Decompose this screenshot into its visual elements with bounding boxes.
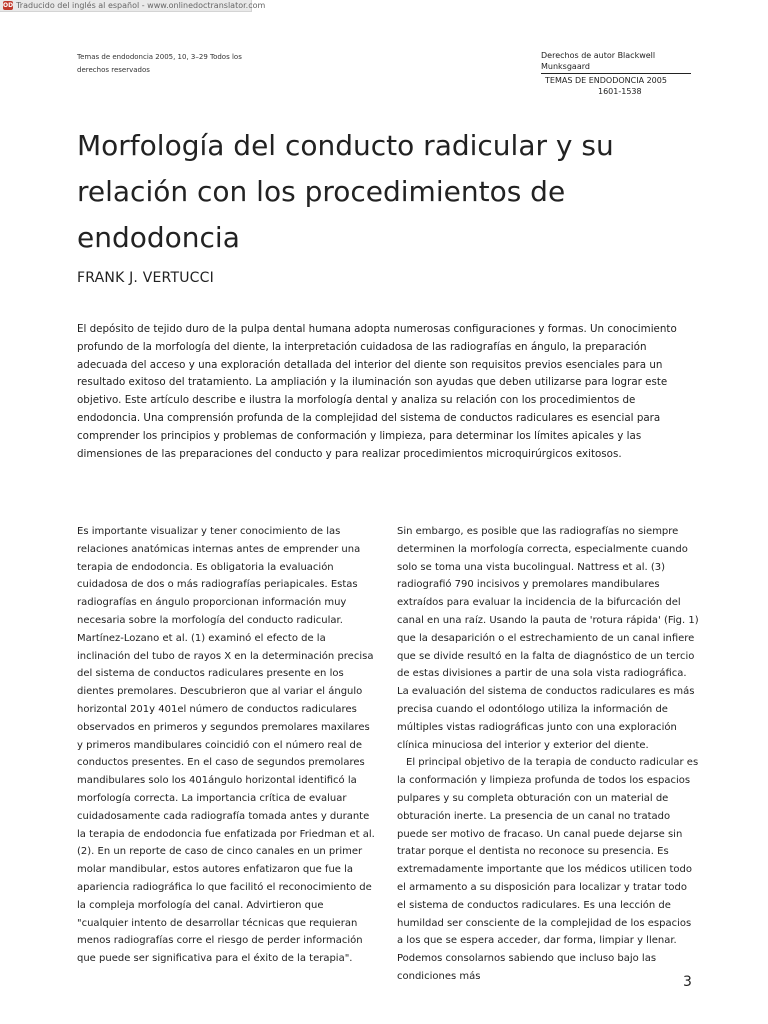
body-paragraph: El principal objetivo de la terapia de conducto radicular es la conformación y limpieza profunda de todos los espacios pulpares y su completa obturación con un material de obturación inerte. La presencia de un canal no tratado puede ser motivo de fracaso. Un canal puede dejarse sin tratar porque el dentista no reconoce su presencia. Es extremadamente importante que los médicos utilicen todo el armamento a su disposición para localizar y tratar todo el sistema de conductos radiculares. Es una lección de humildad ser consciente de la complejidad de los espacios a los que se espera acceder, dar forma, limpiar y llenar. Podemos consolarnos sabiendo que incluso bajo las condiciones más bbox=[397, 757, 699, 982]
body-column-left bbox=[77, 523, 375, 968]
journal-name: TEMAS DE ENDODONCIA 2005 bbox=[545, 76, 667, 85]
body-paragraph: Es importante visualizar y tener conocimiento de las relaciones anatómicas internas antes de emprender una terapia de endodoncia. Es obligatoria la evaluación cuidadosa de dos o más radiografías periapicales. Estas radiografías en ángulo proporcionan información muy necesaria sobre la morfología del conducto radicular. Martínez-Lozano et al. (1) examinó el efecto de la inclinación del tubo de rayos X en la determinación precisa del sistema de conductos radiculares presente en los dientes premolares. Descubrieron que al variar el ángulo horizontal 201y 401el número de conductos radiculares observados en primeros y segundos premolares maxilares y primeros mandibulares coincidió con el número real de conductos presentes. En el caso de segundos premolares mandibulares solo los 401ángulo horizontal identificó la morfología correcta. La importancia crítica de evaluar cuidadosamente cada radiografía tomada antes y durante la terapia de endodoncia fue enfatizada por Friedman et al. (2). En un reporte de caso de cinco canales en un primer molar mandibular, estos autores enfatizaron que fue la apariencia radiográfica lo que facilitó el reconocimiento de la compleja morfología del canal. Advirtieron que "cualquier intento de desarrollar técnicas que requieran menos radiografías corre el riesgo de perder información que puede ser significativa para el éxito de la terapia". bbox=[77, 526, 375, 965]
article-title: Morfología del conducto radicular y su relación con los procedimientos de endodoncia bbox=[77, 129, 614, 254]
body-column-right bbox=[397, 523, 699, 986]
copyright-notice: Derechos de autor Blackwell Munksgaard bbox=[541, 50, 691, 74]
journal-header-right bbox=[541, 50, 696, 97]
journal-citation-line-1: Temas de endodoncia 2005, 10, 3–29 Todos los bbox=[77, 53, 242, 61]
journal-issn: 1601-1538 bbox=[598, 87, 642, 96]
journal-citation-line-2: derechos reservados bbox=[77, 66, 150, 74]
article-abstract: El depósito de tejido duro de la pulpa dental humana adopta numerosas configuraciones y formas. Un conocimiento profundo de la morfología del diente, la interpretación cuidadosa de las radiografías en ángulo, la preparación adecuada del acceso y una exploración detallada del interior del diente son requisitos previos esenciales para un resultado exitoso del tratamiento. La ampliación y la iluminación son ayudas que deben utilizarse para lograr este objetivo. Este artículo describe e ilustra la morfología dental y analiza su relación con los procedimientos de endodoncia. Una comprensión profunda de la complejidad del sistema de conductos radiculares es esencial para comprender los principios y problemas de conformación y limpieza, para determinar los límites apicales y las dimensiones de las preparaciones del conducto y para realizar procedimientos microquirúrgicos exitosos. bbox=[77, 323, 677, 460]
translator-banner-text[interactable]: Traducido del inglés al español - www.onlinedoctranslator.com bbox=[16, 1, 266, 10]
journal-citation bbox=[77, 51, 257, 77]
page-number: 3 bbox=[683, 974, 692, 990]
translator-banner[interactable] bbox=[0, 0, 266, 12]
article-author: FRANK J. VERTUCCI bbox=[77, 270, 214, 286]
body-paragraph: Sin embargo, es posible que las radiografías no siempre determinen la morfología correcta, especialmente cuando solo se toma una vista bucolingual. Nattress et al. (3) radiografió 790 incisivos y premolares mandibulares extraídos para evaluar la incidencia de la bifurcación del canal en una raíz. Usando la pauta de 'rotura rápida' (Fig. 1) que la desaparición o el estrechamiento de un canal infiere que se divide resultó en la falta de diagnóstico de un tercio de estas divisiones a partir de una sola vista radiográfica. La evaluación del sistema de conductos radiculares es más precisa cuando el odontólogo utiliza la información de múltiples vistas radiográficas junto con una exploración clínica minuciosa del interior y exterior del diente. bbox=[397, 526, 699, 751]
translator-logo-icon: OD bbox=[3, 2, 14, 9]
